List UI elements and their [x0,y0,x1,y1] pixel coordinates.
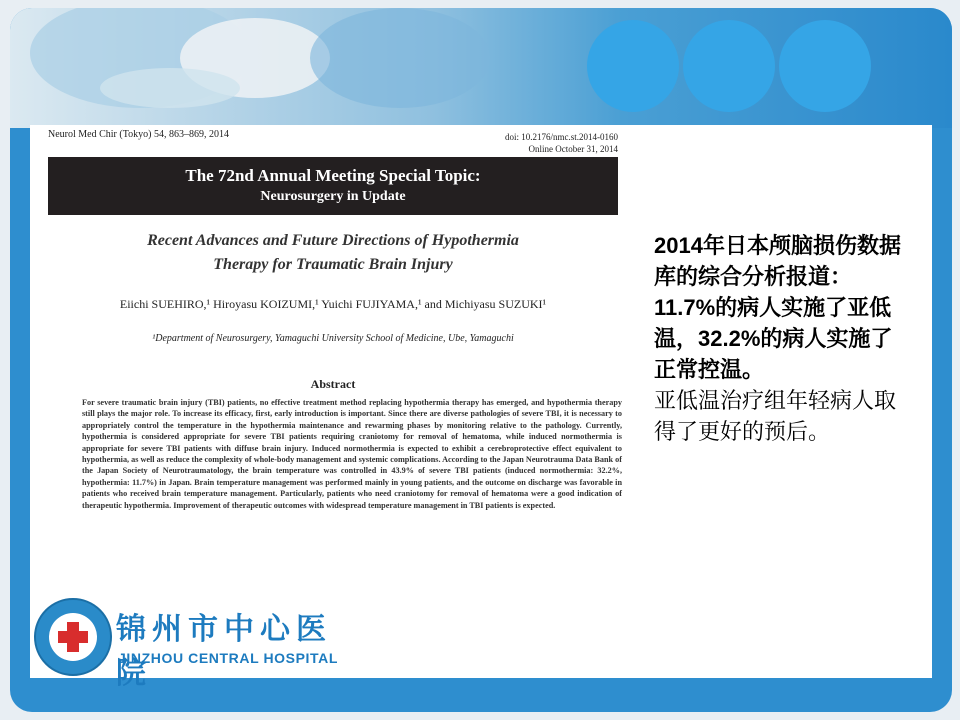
topic-line-1: The 72nd Annual Meeting Special Topic: [185,166,481,185]
author-list: Eiichi SUEHIRO,¹ Hiroyasu KOIZUMI,¹ Yuichi FUJIYAMA,¹ and Michiyasu SUZUKI¹ [119,297,547,311]
hospital-name-english: JINZHOU CENTRAL HOSPITAL [118,650,338,666]
decor-circle [779,20,871,112]
abstract-text: For severe traumatic brain injury (TBI) patients, no effective treatment method replacing hypothermia therapy has emerged, and hypothermia therapy still plays the major role. To increase its efficacy, first, early introduction is important. Since there are diverse pathologies of severe TBI, it is necessary to appropriately control the temperature in the hypothermia maintenance and rewarming phases by monitoring relative to the pathology. Currently, hypothermia is considered appropriate for severe TBI patients requiring craniotomy for removal of hematoma, while induced normothermia is appropriate for severe TBI patients with diffuse brain injury. Induced normothermia is expected to exhibit a cerebroprotective effect equivalent to hypothermia, as well as reduce the complexity of whole-body management and systemic complications. According to the Japan Neurotrauma Data Bank of the Japan Society of Neurotraumatology, the brain temperature was controlled in 43.9% of severe TBI patients (induced normothermia: 32.2%, hypothermia: 11.7%) in Japan. Brain temperature management was performed mainly in young patients, and the outcome on discharge was favorable in patients who received brain temperature management. Particularly, patients who need craniotomy for removal of hematoma were a good indication of therapeutic hypothermia. Improvement of therapeutic outcomes with widespread temperature management in TBI patients is expected. [82,398,622,510]
journal-reference: Neurol Med Chir (Tokyo) 54, 863–869, 2014 [48,129,229,140]
online-date: Online October 31, 2014 [528,144,618,154]
decor-circle [587,20,679,112]
title-line-2: Therapy for Traumatic Brain Injury [213,256,453,273]
topic-line-2: Neurosurgery in Update [260,189,406,204]
paper-title [48,229,618,277]
doi-line: doi: 10.2176/nmc.st.2014-0160 [505,132,618,142]
decor-circle [683,20,775,112]
affiliation: ¹Department of Neurosurgery, Yamaguchi University School of Medicine, Ube, Yamaguchi [152,333,514,344]
summary-paragraph-1: 2014年日本颅脑损伤数据库的综合分析报道：11.7%的病人实施了亚低温，32.2%的病人实施了正常控温。 [654,233,901,382]
special-topic-banner [48,157,618,215]
summary-text [654,230,904,447]
paper-excerpt [48,125,626,605]
title-line-1: Recent Advances and Future Directions of Hypothermia [147,232,519,249]
doi-block [505,131,618,155]
hospital-name-chinese: 锦州市中心医院 [116,612,332,691]
summary-paragraph-2: 亚低温治疗组年轻病人取得了更好的预后。 [654,388,897,444]
hospital-seal-icon [34,598,112,676]
abstract-heading: Abstract [310,377,356,391]
hospital-logo [34,598,354,691]
